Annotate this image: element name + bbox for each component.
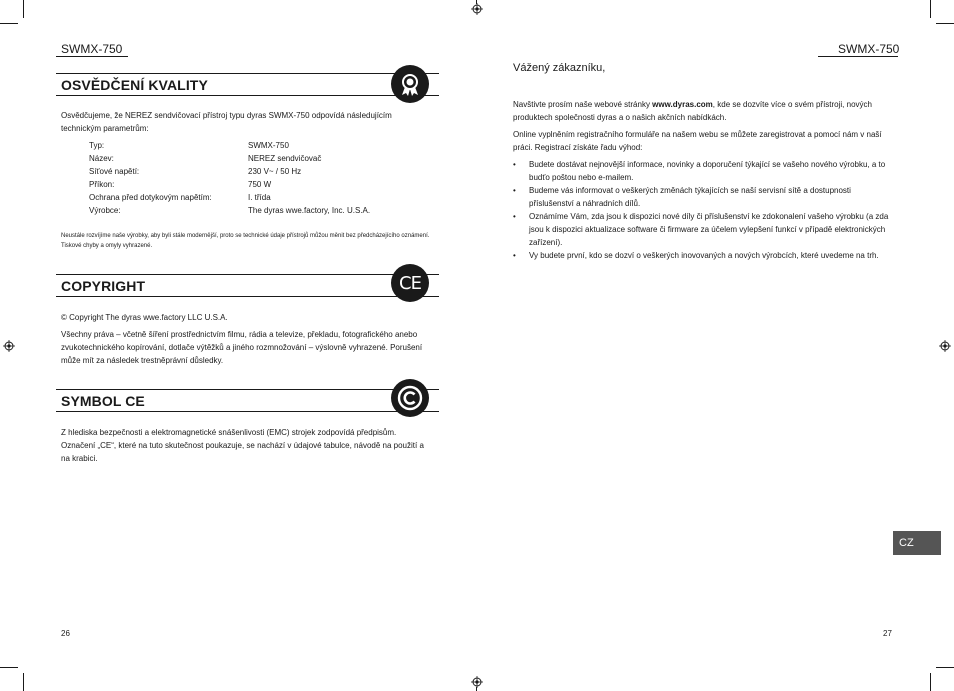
- language-tab: CZ: [893, 531, 941, 555]
- crop-mark: [23, 673, 24, 691]
- spec-label: Typ:: [89, 141, 105, 150]
- registration-mark-icon: [3, 340, 15, 352]
- section-rule: [56, 411, 439, 412]
- copyright-body: Všechny práva – včetně šíření prostřednictvím filmu, rádia a televize, překladu, fotografického anebo zvukotechnického kopírování, dotlače výtěžků a jiného rozmnožování – výslovně vyhrazené. Porušení může mít za následek trestněprávní důsledky.: [61, 330, 423, 365]
- spec-value: I. třída: [248, 193, 271, 202]
- section-rule: [56, 389, 439, 390]
- crop-mark: [0, 667, 18, 668]
- section-rule: [56, 274, 439, 275]
- section-title-ce: SYMBOL CE: [61, 393, 145, 409]
- list-item: • Vy budete první, kdo se dozví o veškerých inovovaných a nových výrobcích, které uvedeme na trh.: [513, 249, 893, 262]
- spec-value: 750 W: [248, 180, 272, 189]
- registration-mark-icon: [939, 340, 951, 352]
- copyright-icon: [391, 379, 429, 417]
- spec-label: Název:: [89, 154, 114, 163]
- section-title-quality: OSVĚDČENÍ KVALITY: [61, 77, 208, 93]
- visit-paragraph: [513, 98, 893, 124]
- section-rule: [56, 296, 439, 297]
- spec-value: NEREZ sendvičovač: [248, 154, 322, 163]
- website-link[interactable]: www.dyras.com: [652, 100, 713, 109]
- spec-value: The dyras wwe.factory, Inc. U.S.A.: [248, 206, 371, 215]
- spec-label: Síťové napětí:: [89, 167, 140, 176]
- crop-mark: [0, 23, 18, 24]
- page-number: 27: [883, 629, 892, 638]
- model-name: SWMX-750: [61, 42, 123, 56]
- spec-label: Ochrana před dotykovým napětím:: [89, 193, 212, 202]
- benefits-list: [513, 158, 893, 262]
- visit-text: Navštivte prosím naše webové stránky: [513, 100, 653, 109]
- crop-mark: [930, 0, 931, 18]
- section-rule: [56, 95, 439, 96]
- visit-text: , kde se dozvíte více o svém přístroji, nových produktech společnosti dyras a o našich akčních nabídkách.: [513, 100, 872, 122]
- ce-body: Z hlediska bezpečnosti a elektromagnetické snášenlivosti (EMC) strojek zodpovídá předpisům. Označení „CE“, které na tuto skutečnost poukazuje, se nachází v údajové tabulce, návodě na použití a na krabici.: [61, 428, 424, 463]
- page-number: 26: [61, 629, 70, 638]
- ce-mark-icon: [391, 264, 429, 302]
- spec-label: Výrobce:: [89, 206, 121, 215]
- spec-label: Příkon:: [89, 180, 115, 189]
- quality-note: Neustále rozvíjíme naše výrobky, aby byli stále modernější, proto se technické údaje přístrojů můžou měnit bez předcházejícího oznámení. Tiskové chyby a omyly vyhrazené.: [61, 233, 430, 249]
- section-title-copyright: COPYRIGHT: [61, 278, 146, 294]
- quality-seal-icon: [391, 65, 429, 103]
- ce-mark-text: CE: [399, 272, 421, 294]
- crop-mark: [930, 673, 931, 691]
- list-item: • Oznámíme Vám, zda jsou k dispozici nové díly či příslušenství ke zdokonalení vašeho výrobku (a zda jsou k dispozici aktualizace software či firmware za účelem vylepšení funkcí v případě elektronických zařízení).: [513, 210, 893, 249]
- list-item: • Budete dostávat nejnovější informace, novinky a doporučení týkající se vašeho nového výrobku, a to budťo poštou nebo e-mailem.: [513, 158, 893, 184]
- crop-mark: [936, 667, 954, 668]
- spec-value: SWMX-750: [248, 141, 289, 150]
- model-underline: [56, 56, 128, 57]
- registration-mark-icon: [471, 3, 483, 15]
- copyright-line: © Copyright The dyras wwe.factory LLC U.S.A.: [61, 313, 228, 322]
- model-name: SWMX-750: [838, 42, 900, 56]
- quality-intro: Osvědčujeme, že NEREZ sendvičovací přístroj typu dyras SWMX-750 odpovídá následujícím technickým parametrům:: [61, 111, 392, 133]
- crop-mark: [23, 0, 24, 18]
- registration-paragraph: Online vyplněním registračního formuláře na našem webu se můžete zaregistrovat a pomocí nám v naší práci. Registrací získáte řadu výhod:: [513, 130, 882, 152]
- greeting: Vážený zákazníku,: [513, 62, 606, 74]
- section-rule: [56, 73, 439, 74]
- list-item: • Budeme vás informovat o veškerých změnách týkajících se naší servisní sítě a dostupnosti příslušenství a náhradních dílů.: [513, 184, 893, 210]
- crop-mark: [936, 23, 954, 24]
- model-underline: [818, 56, 898, 57]
- spec-value: 230 V~ / 50 Hz: [248, 167, 302, 176]
- registration-mark-icon: [471, 676, 483, 688]
